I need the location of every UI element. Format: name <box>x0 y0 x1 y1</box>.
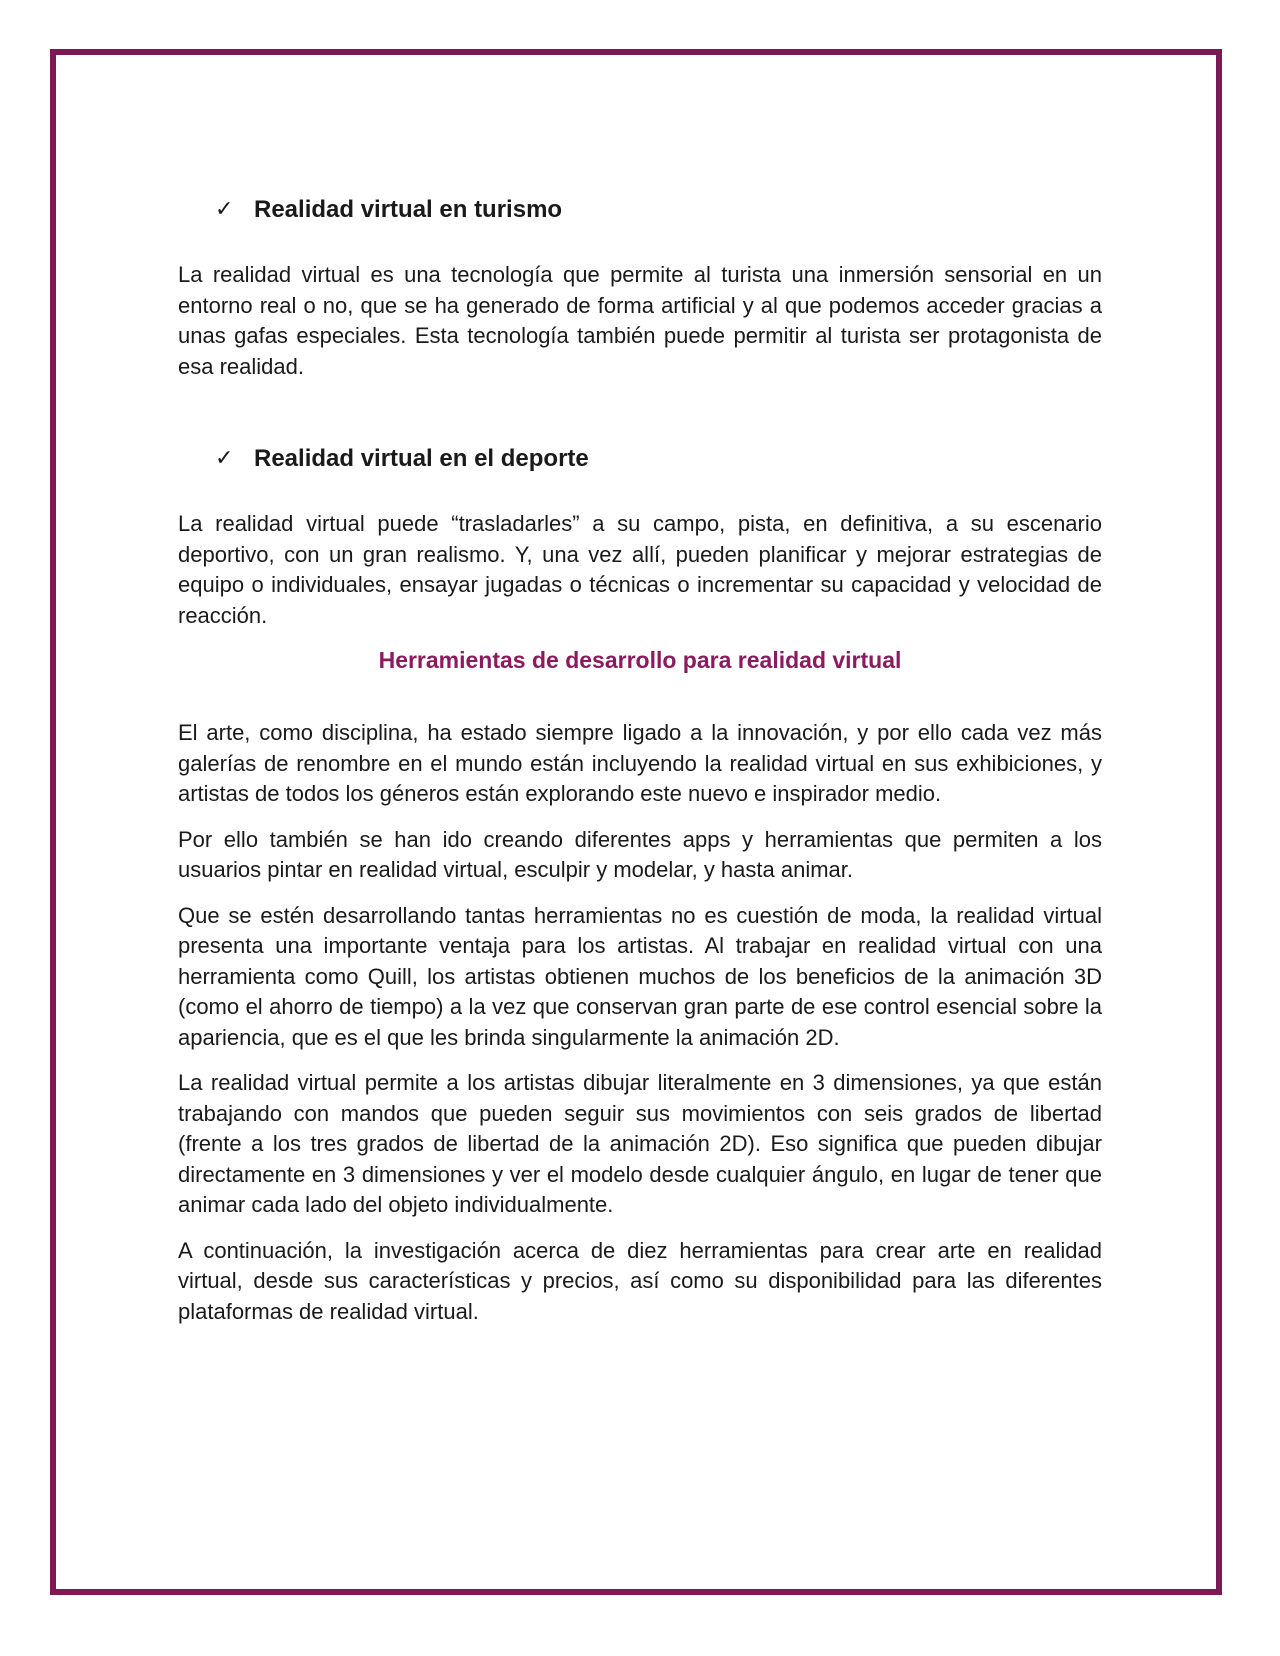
checkmark-icon: ✓ <box>215 446 234 471</box>
heading-turismo <box>178 190 1102 230</box>
paragraph-dimensiones: La realidad virtual permite a los artistas dibujar literalmente en 3 dimensiones, ya que están trabajando con mandos que pueden seguir sus movimientos con seis grados de libertad (frente a los tres grados de libertad de la animación 2D). Eso significa que pueden dibujar directamente en 3 dimensiones y ver el modelo desde cualquier ángulo, en lugar de tener que animar cada lado del objeto individualmente. <box>178 1070 1102 1217</box>
section-title-herramientas: Herramientas de desarrollo para realidad virtual <box>378 647 902 673</box>
page-content <box>178 190 1102 1327</box>
heading-deporte-text: Realidad virtual en el deporte <box>254 445 589 472</box>
paragraph-arte: El arte, como disciplina, ha estado siempre ligado a la innovación, y por ello cada vez más galerías de renombre en el mundo están incluyendo la realidad virtual en sus exhibiciones, y artistas de todos los géneros están explorando este nuevo e inspirador medio. <box>178 720 1102 806</box>
heading-deporte <box>178 439 1102 479</box>
heading-turismo-text: Realidad virtual en turismo <box>254 196 563 223</box>
paragraph-continuacion: A continuación, la investigación acerca de diez herramientas para crear arte en realidad virtual, desde sus características y precios, así como su disponibilidad para las diferentes plataformas de realidad virtual. <box>178 1237 1102 1324</box>
paragraph-turismo: La realidad virtual es una tecnología que permite al turista una inmersión sensorial en un entorno real o no, que se ha generado de forma artificial y al que podemos acceder gracias a unas gafas especiales. Esta tecnología también puede permitir al turista ser protagonista de esa realidad. <box>178 262 1102 379</box>
paragraph-deporte: La realidad virtual puede “trasladarles” a su campo, pista, en definitiva, a su escenario deportivo, con un gran realismo. Y, una vez allí, pueden planificar y mejorar estrategias de equipo o individuales, ensayar jugadas o técnicas o incrementar su capacidad y velocidad de reacción. <box>178 511 1102 628</box>
paragraph-apps: Por ello también se han ido creando diferentes apps y herramientas que permiten a los usuarios pintar en realidad virtual, esculpir y modelar, y hasta animar. <box>178 826 1102 882</box>
paragraph-ventaja: Que se estén desarrollando tantas herramientas no es cuestión de moda, la realidad virtual presenta una importante ventaja para los artistas. Al trabajar en realidad virtual con una herramienta como Quill, los artistas obtienen muchos de los beneficios de la animación 3D (como el ahorro de tiempo) a la vez que conservan gran parte de ese control esencial sobre la apariencia, que es el que les brinda singularmente la animación 2D. <box>178 902 1102 1050</box>
checkmark-icon: ✓ <box>215 197 234 222</box>
